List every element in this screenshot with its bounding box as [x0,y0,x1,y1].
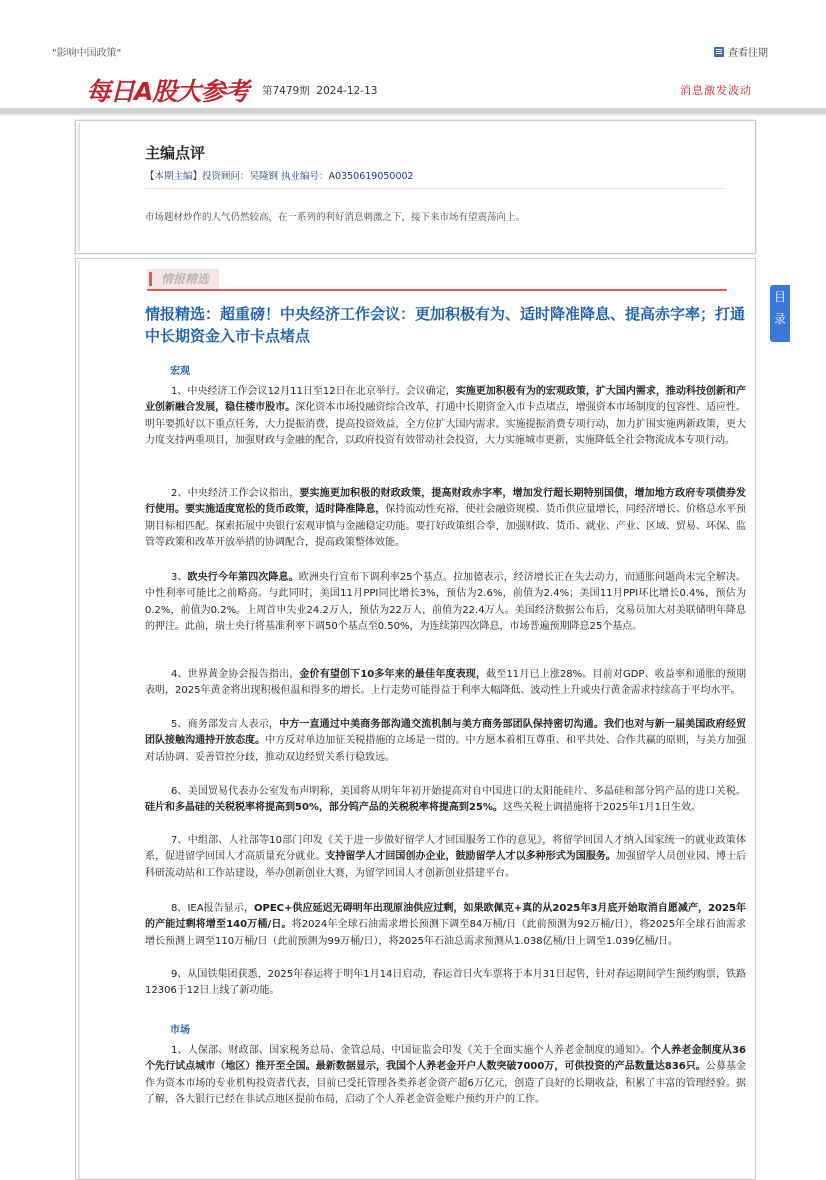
editorial-text: 市场题材炒作的人气仍然较高，在一系列的利好消息刺激之下，接下来市场有望震荡向上。 [145,212,526,223]
macro-item-6-text-2: 这些关税上调措施将于2025年1月1日生效。 [502,802,702,814]
editorial-divider [145,188,725,189]
brand-logo: 每日A股大参考 [86,77,249,106]
macro-subheading: 宏观 [170,366,190,377]
macro-item-8-text: 8、IEA报告显示， [171,903,254,914]
macro-item-9: 9、从国铁集团获悉，2025年春运将于明年1月14日启动，春运首日火车票将于本月31日起售，针对春运期间学生预约购票，铁路12306于12日上线了新功能。 [145,969,746,997]
macro-item-2 [145,486,746,551]
history-link[interactable] [714,44,768,59]
issue-number: 第7479期 [262,85,310,97]
macro-item-5 [145,717,746,766]
macro-item-2-text-2: 保持流动性充裕，使社会融资规模、货币供应量增长，同经济增长、价格总水平预期目标相匹配。探索拓展中央银行宏观审慎与金融稳定功能。要打好政策组合拳，加强财政、货币、就业、产业、区域、贸易、环保、监管等政策和改革开放举措的协调配合，提高政策整体效能。 [145,504,746,548]
macro-item-2-bold: 要实施更加积极的财政政策，提高财政赤字率，增加发行超长期特别国债，增加地方政府专项债券发行使用。要实施适度宽松的货币政策，适时降准降息， [145,488,746,516]
issue-info [262,83,377,98]
macro-item-4-text: 4、世界黄金协会报告指出， [171,669,300,680]
intel-section-tag: 情报精选 [147,269,219,289]
editorial-panel [75,120,756,254]
macro-item-7 [145,833,746,882]
toc-label-2: 录 [773,312,786,326]
macro-item-8 [145,901,746,950]
history-icon [714,47,724,57]
header-top-note: "影响中国政策" [52,48,122,59]
macro-item-3-text-2: 欧洲央行宣布下调利率25个基点。拉加德表示，经济增长正在失去动力，而通胀问题尚未完全解决。中性利率可能比之前略高。与此同时，美国11月PPI同比增长3%，预估为2.6%，前值为2.4%；美国11月PPI环比增长0.4%，预估为0.2%，前值为0.2%。上周首申失业24.2万人，预估为22万人，前值为22.4万人。美国经济数据公布后，交易员加大对美联储明年降息的押注。此前，瑞士央行将基准利率下调50个基点至0.50%，为连续第四次降息，市场普遍预期降息25个基点。 [145,572,746,632]
issue-date: 2024-12-13 [316,85,378,97]
macro-item-4-bold: 金价有望创下10多年来的最佳年度表现， [299,669,487,680]
macro-item-6-text: 6、美国贸易代表办公室发布声明称，美国将从明年年初开始提高对自中国进口的太阳能硅片、多晶硅和部分钨产品的进口关税。 [171,786,746,797]
market-subheading: 市场 [170,1025,190,1036]
macro-item-1-text-2: 深化资本市场投融资综合改革，打通中长期资金入市卡点堵点，增强资本市场制度的包容性、适应性。明年要抓好以下重点任务，大力提振消费，提高投资效益，全方位扩大国内需求。实施提振消费专项行动，加力扩围实施两新政策，更大力度支持两重项目，加强财政与金融的配合，以政府投资有效带动社会投资，大力实施城市更新，实施降低全社会物流成本专项行动。 [145,402,747,446]
macro-item-2-text: 2、中央经济工作会议指出， [171,488,300,499]
macro-item-1 [145,384,746,449]
market-item-1-text-2: 公募基金作为资本市场的专业机构投资者代表，目前已受托管理各类养老金资产超6万亿元，创造了良好的长期收益，积累了丰富的管理经验。据了解，各大银行已经在非试点地区提前布局，启动了个人养老金资金账户预约开户的工作。 [145,1061,746,1105]
macro-item-4-text-2: 截至11月已上涨28%。目前对GDP、收益率和通胀的预期表明，2025年黄金将出现积极但温和得多的增长。上行走势可能得益于利率大幅降低、波动性上升或央行黄金需求持续高于平均水平。 [145,669,746,697]
header-slogan: 消息激发波动 [680,84,752,97]
macro-item-6-bold: 硅片和多晶硅的关税税率将提高到50%，部分钨产品的关税税率将提高到25%。 [145,802,503,814]
macro-item-5-bold: 中方一直通过中美商务部沟通交流机制与美方商务部团队保持密切沟通。我们也对与新一届美国政府经贸团队接触沟通持开放态度。 [145,719,746,747]
macro-item-1-text: 1、中央经济工作会议12月11日至12日在北京举行。会议确定， [171,386,456,397]
macro-item-5-text: 5、商务部发言人表示， [171,719,280,730]
macro-item-3-bold: 欧央行今年第四次降息。 [187,572,299,583]
editorial-title: 主编点评 [145,144,206,162]
macro-item-7-text-2: 加强留学人员创业园、博士后科研流动站和工作站建设，举办创新创业大赛，为留学回国人才创新创业搭建平台。 [145,851,747,879]
toc-label-1: 目 [773,290,786,304]
macro-item-3-text: 3、 [171,572,188,583]
editorial-meta: 【本期主编】投资顾问：吴隆钢 执业编号：A0350619050002 [145,171,414,182]
macro-item-4 [145,667,746,700]
market-item-1-bold: 个人养老金制度从36个先行试点城市（地区）推开至全国。最新数据显示，我国个人养老金开户人数突破7000万，可供投资的产品数量达836只。 [145,1045,746,1073]
macro-item-5-text-2: 中方反对单边加征关税措施的立场是一贯的。中方愿本着相互尊重、和平共处、合作共赢的原则，与美方加强对话协调、妥善管控分歧，推动双边经贸关系行稳致远。 [145,735,746,763]
intel-headline: 情报精选：超重磅！中央经济工作会议：更加积极有为、适时降准降息、提高赤字率；打通中长期资金入市卡点堵点 [145,305,746,345]
intel-section-banner [147,269,727,291]
macro-item-7-text: 7、中组部、人社部等10部门印发《关于进一步做好留学人才回国服务工作的意见》，将留学回国人才纳入国家统一的就业政策体系，促进留学回国人才高质量充分就业。 [145,835,746,863]
macro-item-7-bold: 支持留学人才回国创办企业，鼓励留学人才以多种形式为国服务。 [325,851,616,863]
history-link-label: 查看往期 [728,48,768,59]
toc-button[interactable] [770,285,790,342]
macro-item-3 [145,570,746,635]
macro-item-8-bold: OPEC+供应延迟无碍明年出现原油供应过剩，如果欧佩克+真的从2025年3月底开始取消自愿减产，2025年的产能过剩将增至140万桶/日。 [145,903,746,931]
header-divider-shadow [0,114,826,116]
market-item-1-text: 1、人保部、财政部、国家税务总局、金管总局、中国证监会印发《关于全面实施个人养老金制度的通知》。 [171,1045,651,1056]
macro-item-1-bold: 实施更加积极有为的宏观政策，扩大国内需求，推动科技创新和产业创新融合发展，稳住楼市股市。 [145,386,746,414]
macro-item-8-text-2: 将2024年全球石油需求增长预测下调至84万桶/日（此前预测为92万桶/日），将2025年全球石油需求增长预测上调至110万桶/日（此前预测为99万桶/日），将2025年石油总需求预测从1.038亿桶/日上调至1.039亿桶/日。 [145,919,746,947]
market-item-1 [145,1043,746,1108]
macro-item-6 [145,784,746,817]
